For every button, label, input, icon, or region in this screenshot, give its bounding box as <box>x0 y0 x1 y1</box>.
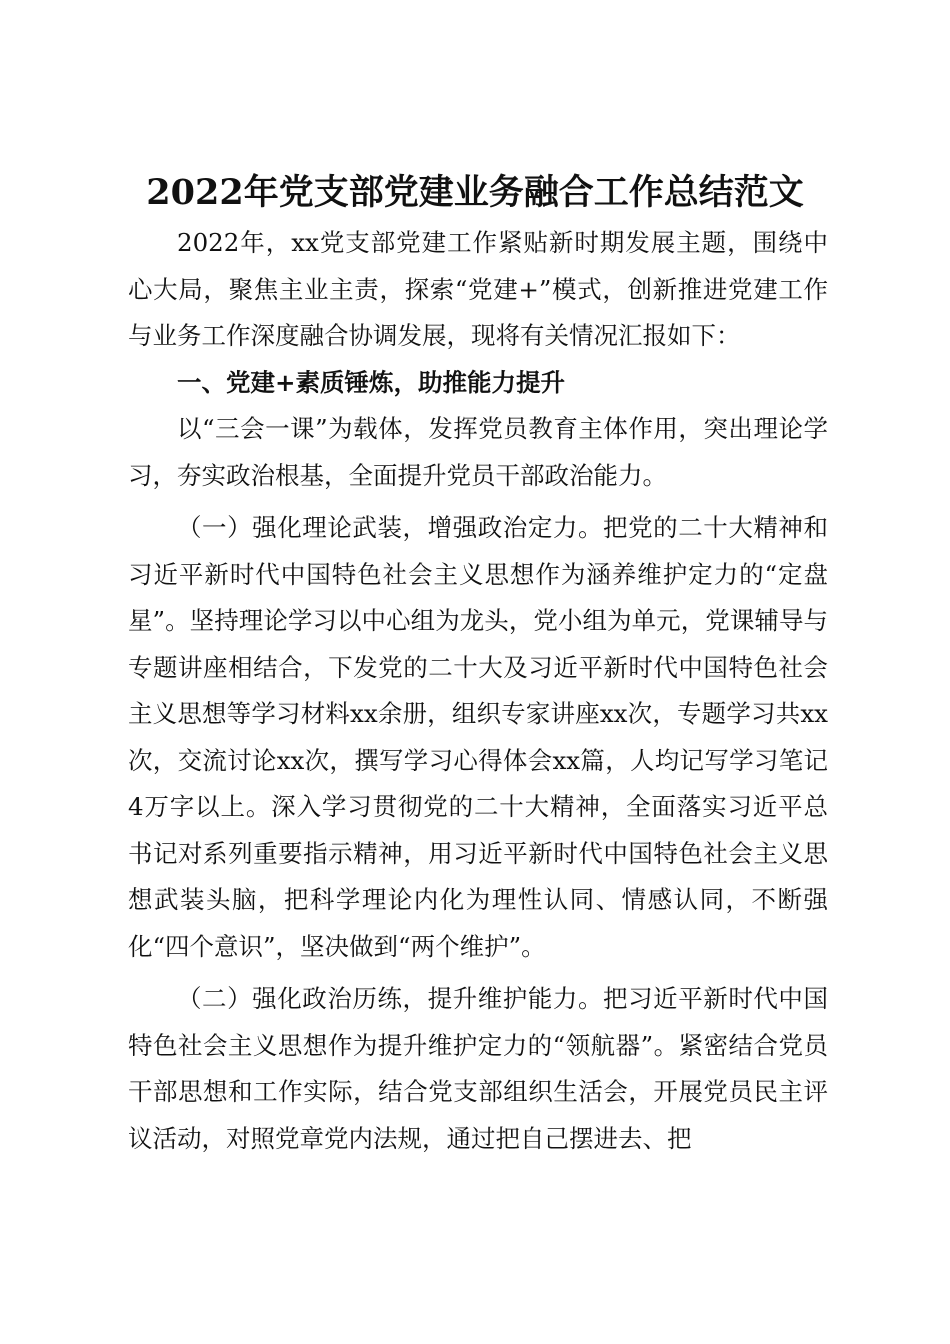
subsection-1-paragraph: （一）强化理论武装，增强政治定力。把党的二十大精神和习近平新时代中国特色社会主义思想作为涵养维护定力的“定盘星”。坚持理论学习以中心组为龙头，党小组为单元，党课辅导与专题讲座相结合，下发党的二十大及习近平新时代中国特色社会主义思想等学习材料xx余册，组织专家讲座xx次，专题学习共xx次，交流讨论xx次，撰写学习心得体会xx篇，人均记写学习笔记4万字以上。深入学习贯彻党的二十大精神，全面落实习近平总书记对系列重要指示精神，用习近平新时代中国特色社会主义思想武装头脑，把科学理论内化为理性认同、情感认同，不断强化“四个意识”，坚决做到“两个维护”。 <box>128 513 828 961</box>
section-1-intro-paragraph: 以“三会一课”为载体，发挥党员教育主体作用，突出理论学习，夯实政治根基，全面提升党员干部政治能力。 <box>128 414 828 490</box>
subsection-2-paragraph: （二）强化政治历练，提升维护能力。把习近平新时代中国特色社会主义思想作为提升维护定力的“领航器”。紧密结合党员干部思想和工作实际，结合党支部组织生活会，开展党员民主评议活动，对照党章党内法规，通过把自己摆进去、把 <box>128 984 828 1153</box>
section-heading-1: 一、党建+素质锤炼，助推能力提升 <box>177 367 566 397</box>
document-body <box>128 220 828 1162</box>
document-title: 2022年党支部党建业务融合工作总结范文 <box>146 172 804 213</box>
intro-paragraph: 2022年，xx党支部党建工作紧贴新时期发展主题，围绕中心大局，聚焦主业主责，探索“党建+”模式，创新推进党建工作与业务工作深度融合协调发展，现将有关情况汇报如下： <box>128 228 828 350</box>
